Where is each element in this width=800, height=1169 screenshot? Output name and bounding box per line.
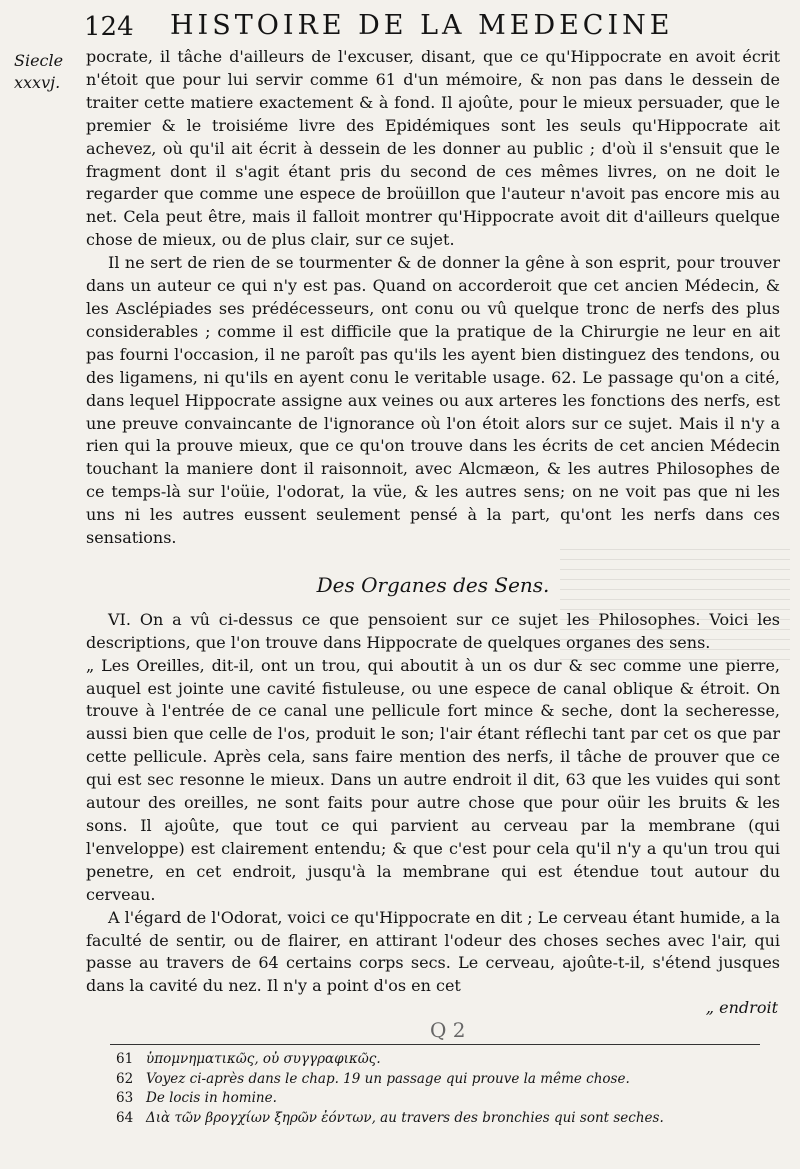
main-text [86, 46, 780, 998]
section-heading: Des Organes des Sens. [316, 572, 550, 597]
footnote [116, 1050, 776, 1070]
footnote-text: Voyez ci-après dans le chap. 19 un passage qui prouve la même chose. [146, 1070, 630, 1087]
page-number: 124 [84, 12, 134, 42]
footnote [116, 1089, 776, 1109]
footnote-text: Διὰ τῶν βρογχίων ξηρῶν ἐόντων, au travers des bronchies qui sont seches. [146, 1109, 664, 1126]
footnotes [116, 1050, 776, 1128]
running-title: HISTOIRE DE LA MEDECINE [170, 10, 674, 41]
paragraph: A l'égard de l'Odorat, voici ce qu'Hippocrate en dit ; Le cerveau étant humide, a la faculté de sentir, ou de flairer, en attirant l'odeur des choses seches avec l'air, qui passe au travers de 64 certains corps secs. Le cerveau, ajoûte-t-il, s'étend jusques dans la cavité du nez. Il n'y a point d'os en cet [86, 907, 780, 996]
footnote-text: De locis in homine. [146, 1090, 277, 1106]
footnote-number: 62 [116, 1070, 134, 1087]
quoted-paragraph: „ Les Oreilles, dit-il, ont un trou, qui aboutit à un os dur & sec comme une pierre, auquel est jointe une cavité fistuleuse, ou une espece de canal oblique & étroit. On trouve à l'entrée de ce canal une pellicule fort mince & seche, dont la secheresse, aussi bien que celle de l'os, produit le son; l'air étant réflechi tant par cet os que par cette pellicule. Après cela, sans faire mention des nerfs, il tâche de prouver que ce qui est sec resonne le mieux. Dans un autre endroit il dit, 63 que les vuides qui sont autour des oreilles, ne sont faits pour autre chose que pour oüir les bruits & les sons. Il ajoûte, que tout ce qui parvient au cerveau par la membrane (qui l'enveloppe) est clairement entendu; & que c'est pour cela qu'il n'y a qu'un trou qui penetre, en cet endroit, jusqu'à la membrane qui est étendue tout autour du cerveau. [86, 655, 780, 904]
page-header [84, 8, 786, 42]
paragraph: Il ne sert de rien de se tourmenter & de donner la gêne à son esprit, pour trouver dans un auteur ce qui n'y est pas. Quand on accorderoit que cet ancien Médecin, & les Asclépiades ses prédécesseurs, ont conu ou vû quelque tronc de nerfs des plus considerables ; comme il est difficile que la pratique de la Chirurgie ne leur en ait pas fourni l'occasion, il ne paroît pas qu'ils les ayent bien distinguez des tendons, ou des ligamens, ni qu'ils en ayent conu le veritable usage. 62. Le passage qu'on a cité, dans lequel Hippocrate assigne aux veines ou aux arteres les fonctions des nerfs, est une preuve convaincante de l'ignorance où l'on étoit alors sur ce sujet. Mais il n'y a rien qui la prouve mieux, que ce qu'on trouve dans les écrits de cet ancien Médecin touchant la maniere dont il raisonnoit, avec Alcmæon, & les autres Philosophes de ce temps-là sur l'oüie, l'odorat, la vüe, & les autres sens; on ne voit pas que ni les uns ni les autres eussent seulement pensé à la part, qu'ont les nerfs dans ces sensations. [86, 253, 780, 548]
footnote [116, 1070, 776, 1090]
paragraph: pocrate, il tâche d'ailleurs de l'excuser, disant, que ce qu'Hippocrate en avoit écrit n'étoit que pour lui servir comme 61 d'un mémoire, & non pas dans le dessein de traiter cette matiere exactement & à fond. Il ajoûte, pour le mieux persuader, que le premier & le troisiéme livre des Epidémiques sont les seuls qu'Hippocrate ait achevez, où qu'il ait écrit à dessein de les donner au public ; d'où il s'ensuit que le fragment dont il s'agit étant pris du second de ces mêmes livres, on ne doit le regarder que comme une espece de broüillon que l'auteur n'avoit pas encore mis au net. Cela peut être, mais il falloit montrer qu'Hippocrate avoit dit d'ailleurs quelque chose de mieux, ou de plus clair, sur ce sujet. [86, 47, 780, 250]
footnote-text: ὑπομνηματικῶς, οὐ συγγραφικῶς. [146, 1051, 381, 1067]
footnote-number: 61 [116, 1051, 134, 1067]
footnote [116, 1109, 776, 1129]
catchword: „ endroit [705, 998, 778, 1017]
footnote-rule [110, 1044, 760, 1045]
footnote-number: 64 [116, 1109, 134, 1126]
signature-mark: Q 2 [430, 1018, 466, 1042]
footnote-number: 63 [116, 1090, 134, 1106]
paragraph: VI. On a vû ci-dessus ce que pensoient sur ce sujet les Philosophes. Voici les descriptions, que l'on trouve dans Hippocrate de quelques organes des sens. [86, 609, 780, 652]
margin-note: Siecle xxxvj. [14, 51, 64, 92]
